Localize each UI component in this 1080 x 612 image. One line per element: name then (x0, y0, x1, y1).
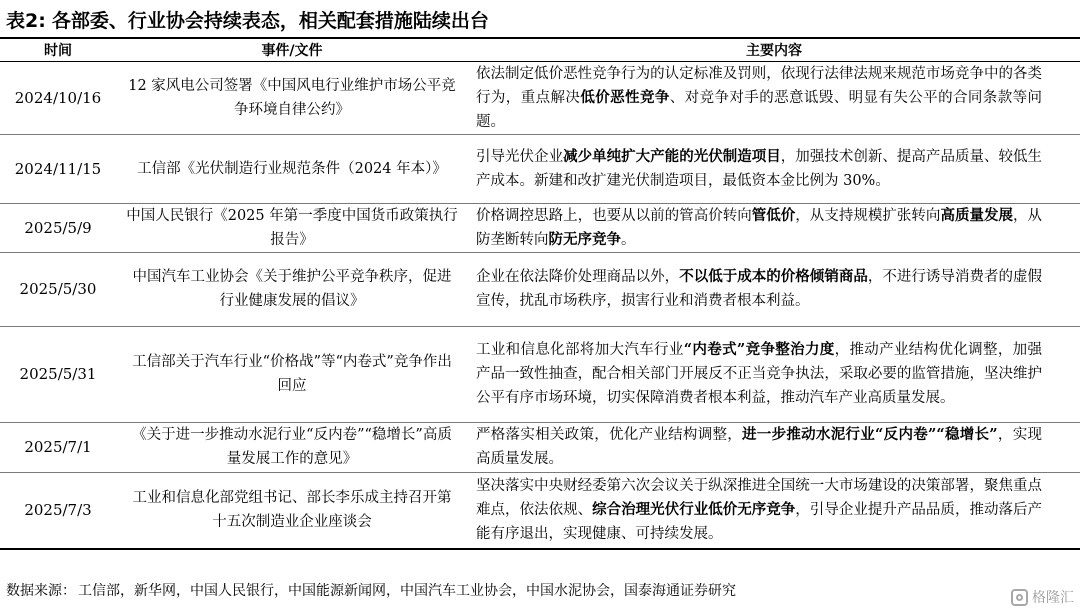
row-content (468, 203, 1080, 252)
row-event: 12 家风电公司签署《中国风电行业维护市场公平竞争环境自律公约》 (116, 61, 468, 134)
content-emphasis: 进一步推动水泥行业“反内卷”“稳增长” (742, 426, 998, 443)
content-emphasis: 减少单纯扩大产能的光伏制造项目 (563, 147, 781, 165)
content-text: 、对竞争对手的恶意诋毁、明显有失公平的合同条款等问题。 (476, 89, 1043, 130)
content-emphasis: 不以低于成本的价格倾销商品 (679, 268, 868, 285)
row-time: 2025/5/31 (0, 326, 116, 422)
content-emphasis: 综合治理光伏行业低价无序竞争 (592, 501, 796, 519)
watermark-text: 格隆汇 (1032, 590, 1074, 606)
watermark-logo-icon (1011, 589, 1028, 606)
content-emphasis: “内卷式”竞争整治力度 (683, 341, 835, 358)
content-text: 坚决落实中央财经委第六次会议关于纵深推进全国统一大市场建设的决策部署，聚焦重点难点，依法依规、 (476, 478, 1042, 519)
watermark (1011, 587, 1074, 607)
row-content (468, 252, 1080, 326)
content-text: 企业在依法降价处理商品以外， (476, 269, 680, 285)
table-number: 表2: (6, 10, 46, 32)
row-event: 中国汽车工业协会《关于维护公平竞争秩序，促进行业健康发展的倡议》 (116, 252, 468, 326)
content-text: ，推动产业结构优化调整，加强产品一致性抽查，配合相关部门开展反不正当竞争执法，采取必要的监管措施，坚决维护公平有序市场环境，切实保障消费者根本利益，推动汽车产业高质量发展。 (476, 342, 1043, 406)
content-text: 引导光伏企业 (476, 148, 564, 165)
row-event: 工信部《光伏制造行业规范条件（2024 年本）》 (116, 134, 468, 203)
content-text: 价格调控思路上，也要从以前的管高价转向 (476, 207, 752, 224)
row-time: 2024/11/15 (0, 134, 116, 203)
content-emphasis: 防无序竞争 (548, 230, 621, 248)
row-event: 工业和信息化部党组书记、部长李乐成主持召开第十五次制造业企业座谈会 (116, 472, 468, 549)
content-text: 工业和信息化部将加大汽车行业 (476, 342, 684, 358)
header-content: 主要内容 (468, 38, 1080, 61)
row-time: 2025/7/3 (0, 472, 116, 549)
data-source-text: 工信部，新华网，中国人民银行，中国能源新闻网，中国汽车工业协会，中国水泥协会，国泰海通证券研究 (78, 583, 736, 599)
table-row (0, 326, 1080, 422)
table-title (6, 6, 495, 33)
table-row (0, 472, 1080, 549)
row-event: 《关于进一步推动水泥行业“反内卷”“稳增长”高质量发展工作的意见》 (116, 422, 468, 472)
table-row (0, 61, 1080, 134)
row-content (468, 134, 1080, 203)
table-row (0, 252, 1080, 326)
row-time: 2025/5/30 (0, 252, 116, 326)
row-event: 工信部关于汽车行业“价格战”等“内卷式”竞争作出回应 (116, 326, 468, 422)
content-text: 依法制定低价恶性竞争行为的认定标准及罚则，依现行法律法规来规范市场竞争中的各类行为，重点解决 (476, 65, 1042, 106)
table-header-row (0, 38, 1080, 61)
data-source (6, 580, 738, 600)
row-content (468, 422, 1080, 472)
row-event: 中国人民银行《2025 年第一季度中国货币政策执行报告》 (116, 203, 468, 252)
data-source-label: 数据来源： (6, 583, 76, 599)
row-content (468, 326, 1080, 422)
header-event: 事件/文件 (116, 38, 468, 61)
row-time: 2025/5/9 (0, 203, 116, 252)
table-row (0, 422, 1080, 472)
content-emphasis: 低价恶性竞争 (580, 88, 670, 106)
row-content (468, 472, 1080, 549)
table-title-text: 各部委、行业协会持续表态，相关配套措施陆续出台 (51, 10, 489, 32)
content-emphasis: 高质量发展 (940, 206, 1014, 224)
row-time: 2024/10/16 (0, 61, 116, 134)
content-text: ，实现高质量发展。 (476, 427, 1042, 467)
content-text: 。 (621, 231, 636, 248)
content-text: 严格落实相关政策，优化产业结构调整， (476, 427, 743, 443)
content-emphasis: 管低价 (751, 206, 796, 224)
row-content (468, 61, 1080, 134)
table-row (0, 203, 1080, 252)
content-text: ，从防垄断转向 (476, 207, 1043, 248)
table-body (0, 61, 1080, 549)
content-text: ，加强技术创新、提高产品质量、较低生产成本。新建和改扩建光伏制造项目，最低资本金比例为 30%。 (476, 148, 1043, 189)
row-time: 2025/7/1 (0, 422, 116, 472)
content-text: ，不进行诱导消费者的虚假宣传，扰乱市场秩序，损害行业和消费者根本利益。 (476, 269, 1043, 309)
policy-table (0, 37, 1080, 550)
table-row (0, 134, 1080, 203)
content-text: ，从支持规模扩张转向 (795, 207, 941, 224)
header-time: 时间 (0, 38, 116, 61)
content-text: ，引导企业提升产品品质，推动落后产能有序退出，实现健康、可持续发展。 (476, 502, 1043, 543)
